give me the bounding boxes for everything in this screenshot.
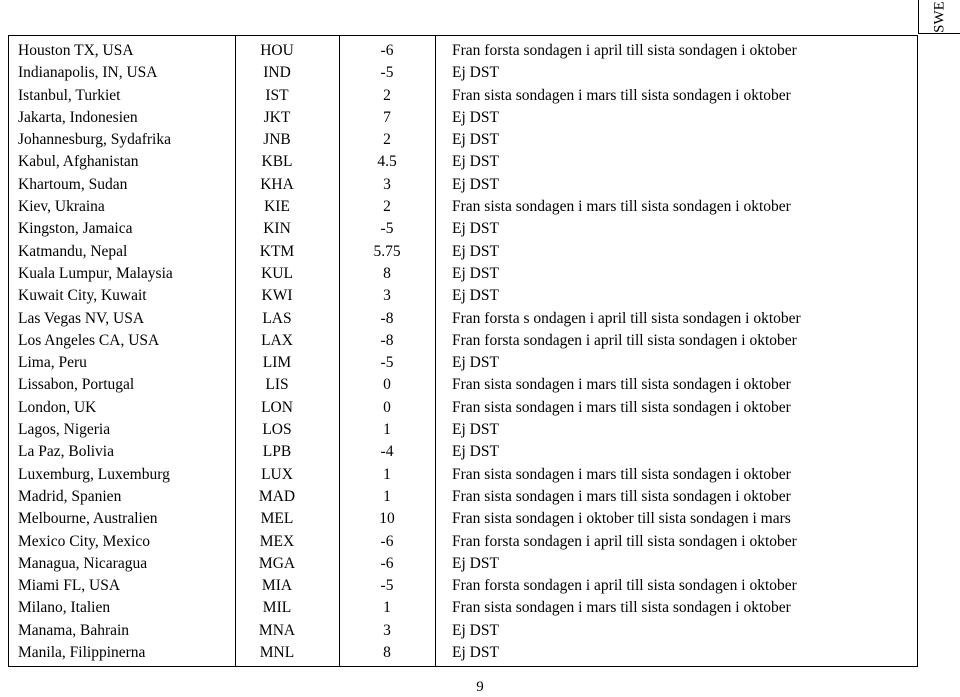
utc-offset-cell: 3 — [383, 287, 391, 305]
code-cell: KHA — [260, 175, 294, 193]
city-cell: Lissabon, Portugal — [18, 376, 135, 394]
code-cell: KIN — [263, 220, 291, 238]
table-row — [9, 330, 917, 352]
table-row — [9, 62, 917, 84]
city-cell: Manila, Filippinerna — [18, 644, 146, 662]
city-cell: Lima, Peru — [18, 354, 87, 372]
dst-rule-cell: Ej DST — [452, 131, 499, 149]
utc-offset-cell: 8 — [383, 264, 391, 282]
code-cell: KBL — [261, 153, 293, 171]
city-cell: Johannesburg, Sydafrika — [18, 131, 171, 149]
dst-rule-cell: Fran forsta sondagen i april till sista sondagen i oktober — [452, 42, 797, 59]
table-row — [9, 486, 917, 508]
page-number: 9 — [476, 679, 484, 695]
city-cell: Kuwait City, Kuwait — [18, 287, 147, 305]
code-cell: KUL — [261, 264, 293, 282]
dst-rule-cell: Ej DST — [452, 421, 499, 439]
code-cell: LON — [261, 398, 293, 416]
city-cell: Jakarta, Indonesien — [18, 108, 138, 126]
code-cell: LIM — [262, 354, 292, 372]
city-cell: Indianapolis, IN, USA — [18, 64, 158, 82]
table-row — [9, 575, 917, 597]
table-row — [9, 151, 917, 173]
table-row — [9, 597, 917, 619]
code-cell: MIA — [261, 577, 293, 595]
table-row — [9, 85, 917, 107]
code-cell: LUX — [261, 465, 293, 483]
utc-offset-cell: -5 — [380, 577, 394, 595]
dst-rule-cell: Ej DST — [452, 354, 499, 372]
utc-offset-cell: 5.75 — [373, 242, 401, 260]
dst-rule-cell: Fran sista sondagen i mars till sista sondagen i oktober — [452, 198, 791, 216]
table-row — [9, 531, 917, 553]
dst-rule-cell: Fran forsta s ondagen i april till sista sondagen i oktober — [452, 309, 801, 327]
code-cell: MNA — [258, 621, 296, 639]
utc-offset-cell: 10 — [379, 510, 395, 528]
city-cell: Katmandu, Nepal — [18, 242, 128, 260]
city-cell: Kabul, Afghanistan — [18, 153, 139, 171]
language-label: SWE — [931, 0, 947, 33]
city-cell: Mexico City, Mexico — [18, 532, 151, 550]
dst-rule-cell: Fran forsta sondagen i april till sista sondagen i oktober — [452, 577, 797, 595]
dst-rule-cell: Ej DST — [452, 153, 499, 171]
dst-rule-cell: Fran forsta sondagen i april till sista sondagen i oktober — [452, 532, 797, 550]
utc-offset-cell: 1 — [383, 421, 391, 439]
utc-offset-cell: 0 — [383, 376, 391, 394]
city-cell: Madrid, Spanien — [18, 487, 122, 505]
utc-offset-cell: -8 — [380, 331, 394, 349]
utc-offset-cell: -5 — [380, 354, 394, 372]
utc-offset-cell: 4.5 — [377, 153, 397, 171]
table-row — [9, 352, 917, 374]
code-cell: MEL — [260, 510, 294, 528]
utc-offset-cell: 1 — [383, 487, 391, 505]
code-cell: HOU — [260, 42, 294, 59]
code-cell: MGA — [258, 554, 296, 572]
code-cell: MNL — [259, 644, 295, 662]
city-cell: Khartoum, Sudan — [18, 175, 128, 193]
city-cell: Melbourne, Australien — [18, 510, 158, 528]
table-row — [9, 508, 917, 530]
city-cell: Las Vegas NV, USA — [18, 309, 145, 327]
table-row — [9, 620, 917, 642]
dst-rule-cell: Ej DST — [452, 287, 499, 305]
code-cell: MIL — [262, 599, 292, 617]
dst-rule-cell: Fran sista sondagen i mars till sista sondagen i oktober — [452, 376, 791, 394]
table-row — [9, 263, 917, 285]
table-row — [9, 397, 917, 419]
utc-offset-cell: -5 — [380, 64, 394, 82]
table-row — [9, 374, 917, 396]
code-cell: KWI — [261, 287, 293, 305]
dst-rule-cell: Fran sista sondagen i mars till sista sondagen i oktober — [452, 86, 791, 104]
dst-rule-cell: Fran sista sondagen i mars till sista sondagen i oktober — [452, 465, 791, 483]
timezone-table — [8, 35, 918, 667]
code-cell: IND — [263, 64, 291, 82]
code-cell: MAD — [258, 487, 296, 505]
utc-offset-cell: -8 — [380, 309, 394, 327]
code-cell: JKT — [263, 108, 291, 126]
code-cell: LIS — [265, 376, 289, 394]
table-row — [9, 174, 917, 196]
city-cell: Managua, Nicaragua — [18, 554, 148, 572]
dst-rule-cell: Fran forsta sondagen i april till sista sondagen i oktober — [452, 331, 797, 349]
city-cell: Kingston, Jamaica — [18, 220, 133, 238]
dst-rule-cell: Ej DST — [452, 264, 499, 282]
code-cell: MEX — [259, 532, 295, 550]
table-row — [9, 553, 917, 575]
table-row — [9, 419, 917, 441]
city-cell: Istanbul, Turkiet — [18, 86, 121, 104]
dst-rule-cell: Ej DST — [452, 242, 499, 260]
dst-rule-cell: Fran sista sondagen i oktober till sista sondagen i mars — [452, 510, 791, 528]
code-cell: KTM — [259, 242, 295, 260]
dst-rule-cell: Ej DST — [452, 108, 499, 126]
table-row — [9, 40, 917, 62]
utc-offset-cell: 2 — [383, 86, 391, 104]
utc-offset-cell: 3 — [383, 175, 391, 193]
table-body — [9, 40, 917, 664]
code-cell: LAS — [262, 309, 292, 327]
city-cell: La Paz, Bolivia — [18, 443, 114, 461]
utc-offset-cell: -4 — [380, 443, 394, 461]
city-cell: London, UK — [18, 398, 97, 416]
utc-offset-cell: -6 — [380, 554, 394, 572]
dst-rule-cell: Ej DST — [452, 175, 499, 193]
code-cell: LPB — [262, 443, 292, 461]
dst-rule-cell: Ej DST — [452, 621, 499, 639]
city-cell: Luxemburg, Luxemburg — [18, 465, 170, 483]
utc-offset-cell: 8 — [383, 644, 391, 662]
utc-offset-cell: -6 — [380, 532, 394, 550]
table-row — [9, 308, 917, 330]
utc-offset-cell: 1 — [383, 599, 391, 617]
code-cell: IST — [265, 86, 289, 104]
code-cell: LOS — [262, 421, 292, 439]
utc-offset-cell: -6 — [380, 42, 394, 59]
utc-offset-cell: 3 — [383, 621, 391, 639]
code-cell: LAX — [261, 331, 293, 349]
table-row — [9, 218, 917, 240]
utc-offset-cell: 2 — [383, 131, 391, 149]
table-row — [9, 129, 917, 151]
dst-rule-cell: Fran sista sondagen i mars till sista sondagen i oktober — [452, 487, 791, 505]
dst-rule-cell: Fran sista sondagen i mars till sista sondagen i oktober — [452, 398, 791, 416]
utc-offset-cell: 1 — [383, 465, 391, 483]
dst-rule-cell: Ej DST — [452, 644, 499, 662]
code-cell: JNB — [263, 131, 291, 149]
city-cell: Kiev, Ukraina — [18, 198, 105, 216]
table-row — [9, 464, 917, 486]
table-row — [9, 642, 917, 664]
city-cell: Los Angeles CA, USA — [18, 331, 160, 349]
utc-offset-cell: 2 — [383, 198, 391, 216]
city-cell: Lagos, Nigeria — [18, 421, 111, 439]
code-cell: KIE — [264, 198, 290, 216]
city-cell: Miami FL, USA — [18, 577, 121, 595]
dst-rule-cell: Ej DST — [452, 554, 499, 572]
dst-rule-cell: Ej DST — [452, 443, 499, 461]
utc-offset-cell: 7 — [383, 108, 391, 126]
table-row — [9, 107, 917, 129]
city-cell: Kuala Lumpur, Malaysia — [18, 264, 173, 282]
dst-rule-cell: Fran sista sondagen i mars till sista sondagen i oktober — [452, 599, 791, 617]
table-row — [9, 441, 917, 463]
table-row — [9, 241, 917, 263]
utc-offset-cell: 0 — [383, 398, 391, 416]
city-cell: Milano, Italien — [18, 599, 111, 617]
table-row — [9, 196, 917, 218]
language-tab — [918, 0, 960, 34]
dst-rule-cell: Ej DST — [452, 64, 499, 82]
city-cell: Manama, Bahrain — [18, 621, 130, 639]
dst-rule-cell: Ej DST — [452, 220, 499, 238]
city-cell: Houston TX, USA — [18, 42, 134, 59]
table-row — [9, 285, 917, 307]
utc-offset-cell: -5 — [380, 220, 394, 238]
